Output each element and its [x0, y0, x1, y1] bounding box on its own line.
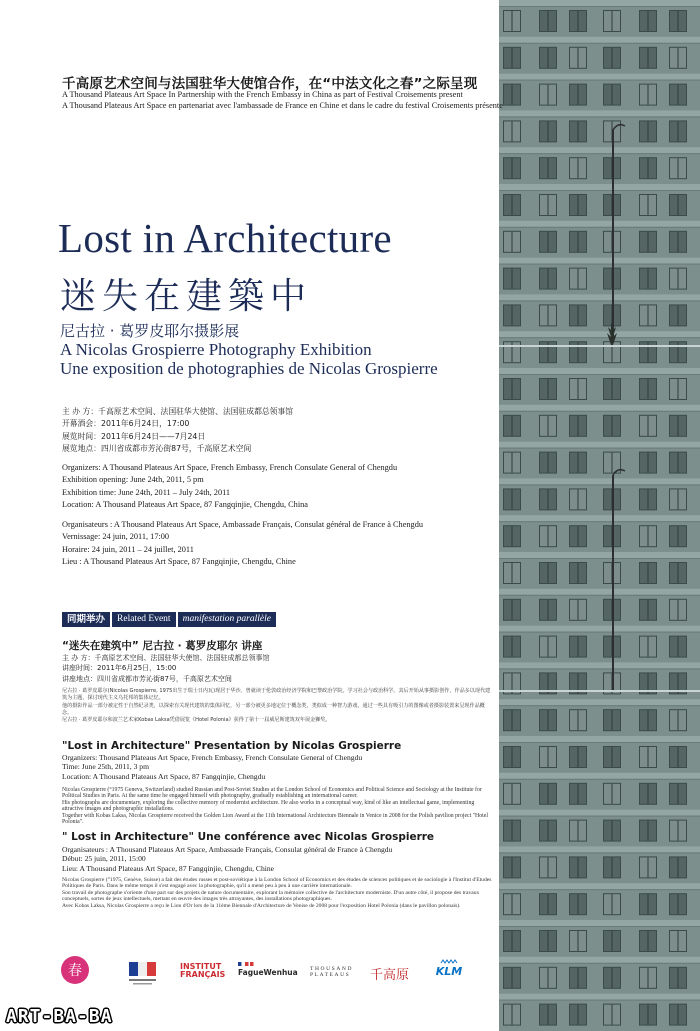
event-en-info [62, 753, 362, 781]
info-en-block [62, 462, 397, 512]
event-en-bio-paragraph: Together with Kobas Laksa, Nicolas Grospierre received the Golden Lion Award at the 11th International Architecture Biennale in Venice in 2008 for the Polish pavilion project "Hotel Polonia". [62, 812, 488, 826]
facade-floor-band [499, 552, 700, 558]
facade-window-mullion [512, 489, 513, 509]
info-en-line: Exhibition opening: June 24th, 2011, 5 pm [62, 475, 204, 485]
facade-window-mullion [578, 85, 579, 105]
facade-window-mullion [648, 894, 649, 914]
facade-window-mullion [578, 232, 579, 252]
facade-window-mullion [678, 85, 679, 105]
facade-window-mullion [512, 600, 513, 620]
event-en-line: Location: A Thousand Plateaus Art Space, 87 Fangqinjie, Chengdu [62, 771, 266, 781]
facade-floor-shadow [499, 43, 700, 44]
facade-window-mullion [612, 710, 613, 730]
facade-floor-band [499, 846, 700, 852]
facade-floor-shadow [499, 926, 700, 927]
facade-window-mullion [548, 121, 549, 141]
facade-window-mullion [678, 931, 679, 951]
facade-window-mullion [648, 1005, 649, 1025]
event-fr-bio-paragraph: Avec Kobas Laksa, Nicolas Grospierre a reçu le Lion d'Or lors de la 11ème Biennale d'Architecture de Venise de 2008 pour l'exposition Hotel Polonia (dans le pavillon polonais). [62, 902, 461, 909]
facade-window-mullion [648, 489, 649, 509]
facade-window-mullion [678, 232, 679, 252]
facade-window-mullion [548, 784, 549, 804]
facade-window-mullion [612, 453, 613, 473]
facade-floor-shadow [499, 153, 700, 154]
facade-window-mullion [548, 600, 549, 620]
facade-window-mullion [678, 563, 679, 583]
facade-window-mullion [512, 637, 513, 657]
facade-window-mullion [678, 710, 679, 730]
facade-window-mullion [548, 931, 549, 951]
facade-window-mullion [548, 857, 549, 877]
facade-window-mullion [512, 48, 513, 68]
facade-window-mullion [612, 894, 613, 914]
facade-floor-shadow [499, 448, 700, 449]
info-cn-line: 开幕酒会：2011年6月24日，17:00 [62, 419, 190, 429]
facade-floor-shadow [499, 668, 700, 669]
info-en-line: Organizers: A Thousand Plateaus Art Space, French Embassy, French Consulate General of Chengdu [62, 463, 398, 472]
facade-floor-shadow [499, 300, 700, 301]
facade-window-mullion [578, 710, 579, 730]
facade-window-mullion [612, 48, 613, 68]
facade-window-mullion [548, 416, 549, 436]
event-fr-bio [62, 877, 496, 909]
facade-window-mullion [578, 526, 579, 546]
info-cn-block [62, 406, 293, 456]
facade-window-mullion [578, 600, 579, 620]
related-event-bar [62, 612, 276, 627]
facade-window-mullion [548, 637, 549, 657]
facade-window-mullion [678, 489, 679, 509]
subtitle-fr: Une exposition de photographies de Nicolas Grospierre [60, 359, 438, 378]
facade-window-mullion [678, 121, 679, 141]
facade-window-mullion [612, 857, 613, 877]
facade-window-mullion [612, 747, 613, 767]
facade-window-mullion [612, 821, 613, 841]
facade-window-mullion [648, 48, 649, 68]
facade-window-mullion [648, 158, 649, 178]
facade-window-mullion [648, 416, 649, 436]
facade-window-mullion [678, 600, 679, 620]
facade-window-mullion [512, 710, 513, 730]
facade-window-mullion [678, 195, 679, 215]
facade-window-mullion [548, 489, 549, 509]
facade-window-mullion [648, 195, 649, 215]
facade-floor-band [499, 773, 700, 779]
info-en-line: Location: A Thousand Plateaus Art Space, 87 Fangqinjie, Chengdu, China [62, 500, 308, 510]
event-fr-line: Organisateurs : A Thousand Plateaus Art Space, Ambassade Français, Consulat général de France à Chengdu [62, 845, 393, 854]
event-cn-title: “迷失在建筑中” 尼古拉 · 葛罗皮耶尔 讲座 [62, 640, 263, 652]
info-fr-block [62, 519, 423, 569]
info-fr-line: Horaire: 24 juin, 2011 – 24 juillet, 2011 [62, 544, 194, 554]
facade-floor-shadow [499, 816, 700, 817]
facade-window-mullion [512, 121, 513, 141]
facade-window-mullion [578, 416, 579, 436]
lamp-pole [612, 475, 614, 690]
facade-floor-band [499, 0, 700, 6]
facade-floor-shadow [499, 264, 700, 265]
facade-floor-band [499, 589, 700, 595]
facade-window-mullion [578, 563, 579, 583]
facade-window-mullion [548, 232, 549, 252]
facade-window-mullion [512, 931, 513, 951]
event-cn-bio-paragraph: 尼古拉 · 葛罗皮耶尔(Nicolas Grospierre, 1975出生于瑞士日内瓦)现居于华沙。曾就读于伦敦政治经济学院和巴黎政治学院，学习社会与政治科学。其后开始从事摄影创作，作品多以现代建筑为主题，探讨现代主义乌托邦的集体记忆。 [62, 688, 491, 702]
event-fr-line: Lieu: A Thousand Plateaus Art Space, 87 Fangqinjie, Chengdu, Chine [62, 863, 275, 873]
facade-window-mullion [578, 121, 579, 141]
faguewenhua-logo [238, 962, 298, 982]
facade-window-mullion [512, 747, 513, 767]
facade-window-mullion [548, 305, 549, 325]
facade-floor-band [499, 184, 700, 190]
facade-window-mullion [678, 305, 679, 325]
facade-window-mullion [648, 85, 649, 105]
facade-window-mullion [578, 857, 579, 877]
event-fr-info [62, 845, 392, 873]
facade-window-mullion [578, 784, 579, 804]
info-en-line: Exhibition time: June 24th, 2011 – July 24th, 2011 [62, 487, 231, 497]
facade-window-mullion [548, 563, 549, 583]
facade-floor-band [499, 515, 700, 521]
subtitle-cn: 尼古拉 · 葛罗皮耶尔摄影展 [60, 322, 240, 340]
facade-floor-shadow [499, 595, 700, 596]
facade-floor-band [499, 331, 700, 337]
facade-floor-band [499, 110, 700, 116]
facade-floor-band [499, 221, 700, 227]
event-cn-line: 讲座时间：2011年6月25日，15:00 [62, 664, 177, 673]
facade-window-mullion [678, 747, 679, 767]
facade-window-mullion [578, 747, 579, 767]
facade-floor-band [499, 478, 700, 484]
facade-window-mullion [512, 269, 513, 289]
thousand-plateaus-cn-logo: 千高原 [370, 968, 410, 983]
facade-window-mullion [512, 416, 513, 436]
facade-window-mullion [648, 747, 649, 767]
facade-window-mullion [548, 453, 549, 473]
french-republic-logo [125, 960, 161, 988]
event-fr-bio-paragraph: Nicolas Grospierre (°1975, Genève, Suisse) a fait des études russes et post-soviétique à la London School of Economics et des études de sciences politiques et de sociologie à l'Institut d'Etudes Politiques de Paris. Dans le même temps il s'est engagé avec la photographie, qu'il a mené peu à peu à une carrière internationale. [62, 877, 492, 890]
spring-logo-glyph: 春 [68, 963, 82, 979]
facade-floor-band [499, 736, 700, 742]
header-en: A Thousand Plateaus Art Space In Partnership with the French Embassy in China as part of Festival Croisements present [62, 90, 463, 99]
info-fr-line: Organisateurs : A Thousand Plateaus Art Space, Ambassade Français, Consulat général de France à Chengdu [62, 520, 423, 529]
facade-window-mullion [548, 11, 549, 31]
event-en-line: Organizers: Thousand Plateaus Art Space, French Embassy, French Consulate General of Chengdu [62, 753, 363, 762]
facade-window-mullion [648, 563, 649, 583]
facade-window-mullion [612, 931, 613, 951]
facade-floor-band [499, 147, 700, 153]
info-fr-line: Vernissage: 24 juin, 2011, 17:00 [62, 532, 170, 542]
event-en-line: Time: June 25th, 2011, 3 pm [62, 762, 149, 772]
facade-window-mullion [648, 526, 649, 546]
facade-window-mullion [578, 489, 579, 509]
facade-window-mullion [548, 269, 549, 289]
facade-window-mullion [678, 158, 679, 178]
facade-window-mullion [648, 637, 649, 657]
facade-window-mullion [578, 195, 579, 215]
facade-window-mullion [512, 784, 513, 804]
facade-window-mullion [512, 453, 513, 473]
facade-window-mullion [512, 232, 513, 252]
facade-window-mullion [678, 416, 679, 436]
facade-window-mullion [548, 85, 549, 105]
facade-window-mullion [578, 968, 579, 988]
event-en-bio-paragraph: Nicolas Grospierre (°1975 Geneva, Switzerland) studied Russian and Post-Soviet Studies at the London School of Economics and Political Science and Sociology at the Institute for Political Studies in Paris. At the same time he engaged himself with photography, gradually establishing an international career. [62, 787, 482, 800]
facade-window-mullion [548, 158, 549, 178]
klm-text: KLM [435, 965, 463, 978]
facade-seam [499, 690, 700, 692]
facade-window-mullion [512, 821, 513, 841]
facade-window-mullion [648, 232, 649, 252]
facade-floor-shadow [499, 116, 700, 117]
facade-window-mullion [678, 968, 679, 988]
event-cn-bio-paragraph: 他的摄影作品一部分被定性于自然纪录类，以探索有关现代建筑的集体回忆，另一部分被更多地定位于概念类，类似成一种智力游戏，通过一些具有吸引力的图像或者摄影装置来呈现作品概念。 [62, 702, 485, 716]
facade-window-mullion [578, 821, 579, 841]
facade-floor-band [499, 258, 700, 264]
klm-logo [433, 959, 465, 982]
event-fr-title: " Lost in Architecture" Une conférence avec Nicolas Grospierre [62, 831, 435, 843]
facade-window-mullion [512, 195, 513, 215]
facade-window-mullion [612, 784, 613, 804]
facade-window-mullion [648, 121, 649, 141]
facade-window-mullion [548, 1005, 549, 1025]
facade-floor-band [499, 294, 700, 300]
facade-window-mullion [578, 269, 579, 289]
facade-floor-shadow [499, 852, 700, 853]
facade-window-mullion [648, 931, 649, 951]
facade-floor-shadow [499, 411, 700, 412]
facade-window-mullion [678, 1005, 679, 1025]
facade-window-mullion [678, 784, 679, 804]
facade-window-mullion [578, 1005, 579, 1025]
facade-window-mullion [512, 11, 513, 31]
facade-window-mullion [512, 158, 513, 178]
facade-window-mullion [648, 600, 649, 620]
event-fr-line: Début: 25 juin, 2011, 15:00 [62, 854, 146, 864]
facade-window-mullion [578, 637, 579, 657]
facade-floor-shadow [499, 963, 700, 964]
facade-floor-shadow [499, 190, 700, 191]
facade-floor-shadow [499, 558, 700, 559]
facade-window-mullion [548, 968, 549, 988]
facade-window-mullion [578, 453, 579, 473]
facade-window-mullion [512, 857, 513, 877]
facade-window-mullion [548, 379, 549, 399]
facade-window-mullion [612, 416, 613, 436]
facade-window-mullion [612, 968, 613, 988]
building-photo [499, 0, 700, 1031]
facade-floor-band [499, 957, 700, 963]
facade-window-mullion [578, 379, 579, 399]
facade-floor-shadow [499, 742, 700, 743]
facade-window-mullion [648, 968, 649, 988]
facade-window-mullion [678, 894, 679, 914]
facade-floor-shadow [499, 484, 700, 485]
lamp-pole [612, 130, 614, 340]
facade-window-mullion [678, 821, 679, 841]
facade-floor-shadow [499, 632, 700, 633]
facade-window-mullion [578, 48, 579, 68]
info-cn-line: 展览地点：四川省成都市芳沁街87号，千高原艺术空间 [62, 444, 252, 454]
facade-window-mullion [648, 784, 649, 804]
facade-window-mullion [648, 305, 649, 325]
facade-floor-band [499, 920, 700, 926]
event-en-bio [62, 787, 496, 825]
facade-seam [499, 345, 700, 347]
facade-floor-band [499, 37, 700, 43]
facade-window-mullion [512, 563, 513, 583]
facade-window-mullion [678, 637, 679, 657]
facade-floor-band [499, 810, 700, 816]
facade-window-mullion [648, 857, 649, 877]
facade-window-mullion [678, 453, 679, 473]
facade-window-mullion [512, 526, 513, 546]
facade-window-mullion [548, 48, 549, 68]
facade-floor-band [499, 883, 700, 889]
facade-window-mullion [578, 158, 579, 178]
facade-floor-band [499, 442, 700, 448]
facade-floor-shadow [499, 337, 700, 338]
facade-floor-shadow [499, 1000, 700, 1001]
facade-window-mullion [678, 269, 679, 289]
facade-window-mullion [678, 379, 679, 399]
facade-window-mullion [512, 305, 513, 325]
facade-window-mullion [578, 305, 579, 325]
related-event-en: Related Event [112, 612, 176, 627]
facade-window-mullion [578, 894, 579, 914]
facade-window-mullion [512, 85, 513, 105]
facade-window-mullion [678, 526, 679, 546]
facade-window-mullion [548, 894, 549, 914]
facade-floor-shadow [499, 80, 700, 81]
facade-window-mullion [512, 968, 513, 988]
facade-floor-band [499, 626, 700, 632]
facade-window-mullion [548, 821, 549, 841]
facade-window-mullion [648, 379, 649, 399]
facade-floor-band [499, 662, 700, 668]
exhibition-title: Lost in Architecture [58, 215, 392, 261]
facade-window-mullion [648, 821, 649, 841]
facade-window-mullion [578, 931, 579, 951]
facade-floor-band [499, 405, 700, 411]
event-en-title: "Lost in Architecture" Presentation by Nicolas Grospierre [62, 740, 402, 752]
facade-window-mullion [612, 379, 613, 399]
facade-window-mullion [648, 710, 649, 730]
event-cn-line: 主 办 方：千高原艺术空间、法国驻华大使馆、法国驻成都总领事馆 [62, 654, 270, 662]
facade-floor-band [499, 994, 700, 1000]
facade-floor-band [499, 699, 700, 705]
facade-window-mullion [612, 1005, 613, 1025]
info-cn-line: 展览时间：2011年6月24日——7月24日 [62, 431, 206, 441]
event-en-bio-paragraph: His photographs are documentary, exploring the collective memory of modernist architecture. He also works in a conceptual way, kind of like an intellectual game, implementing attractive images and photographic installations. [62, 799, 475, 813]
facade-window-mullion [648, 269, 649, 289]
related-event-cn: 同期举办 [62, 612, 110, 627]
facade-window-mullion [578, 11, 579, 31]
watermark: ART-BA-BA [6, 1006, 113, 1027]
event-cn-info [62, 653, 269, 684]
header-fr: A Thousand Plateaus Art Space en partenariat avec l'ambassade de France en Chine et dans le cadre du festival Croisements présente [62, 101, 503, 110]
facade-window-mullion [512, 1005, 513, 1025]
info-fr-line: Lieu : A Thousand Plateaus Art Space, 87 Fangqinjie, Chengdu, Chine [62, 557, 296, 567]
related-event-fr: manifestation parallèle [178, 612, 276, 627]
event-cn-bio-paragraph: 尼古拉 · 葛罗皮耶尔和波兰艺术家Kobas Laksa凭借展览《Hotel Polonia》获得了第十一届威尼斯建筑双年展金狮奖。 [62, 717, 331, 724]
header-cn: 千高原艺术空间与法国驻华大使馆合作，在“中法文化之春”之际呈现 [62, 76, 478, 92]
exhibition-title-cn: 迷失在建築中 [60, 276, 313, 317]
event-fr-bio-paragraph: Son travail de photographe s'oriente d'une part sur des projets de nature documentaire, explorant la mémoire collective de l'architecture moderniste. D'un autre côté, il propose des travaux conceptuels, sortes de jeux intellectuels, mettant en œuvre des images très attrayantes, des installations photographiques. [62, 889, 480, 903]
facade-floor-band [499, 368, 700, 374]
facade-floor-shadow [499, 779, 700, 780]
facade-window-mullion [612, 11, 613, 31]
facade-window-mullion [548, 526, 549, 546]
subtitle-en: A Nicolas Grospierre Photography Exhibition [60, 340, 372, 359]
facade-window-mullion [648, 453, 649, 473]
facade-floor-shadow [499, 227, 700, 228]
facade-window-mullion [548, 747, 549, 767]
thousand-plateaus-logo: THOUSAND PLATEAUS [310, 966, 354, 978]
facade-window-mullion [648, 11, 649, 31]
facade-window-mullion [678, 48, 679, 68]
facade-window-mullion [548, 195, 549, 215]
institut-francais-logo: INSTITUT FRANÇAIS [180, 962, 226, 979]
facade-window-mullion [612, 85, 613, 105]
facade-window-mullion [512, 894, 513, 914]
facade-floor-band [499, 74, 700, 80]
facade-window-mullion [678, 11, 679, 31]
facade-window-mullion [512, 379, 513, 399]
faguewenhua-text: FagueWenhua [238, 968, 298, 977]
spring-festival-logo [60, 955, 90, 985]
event-cn-bio [62, 688, 494, 724]
facade-floor-shadow [499, 521, 700, 522]
facade-window-mullion [678, 857, 679, 877]
info-cn-line: 主 办 方：千高原艺术空间、法国驻华大使馆、法国驻成都总领事馆 [62, 407, 294, 416]
facade-floor-shadow [499, 705, 700, 706]
facade-window-mullion [548, 710, 549, 730]
facade-floor-shadow [499, 6, 700, 7]
facade-floor-shadow [499, 889, 700, 890]
event-cn-line: 讲座地点：四川省成都市芳沁街87号，千高原艺术空间 [62, 674, 232, 683]
facade-floor-shadow [499, 374, 700, 375]
